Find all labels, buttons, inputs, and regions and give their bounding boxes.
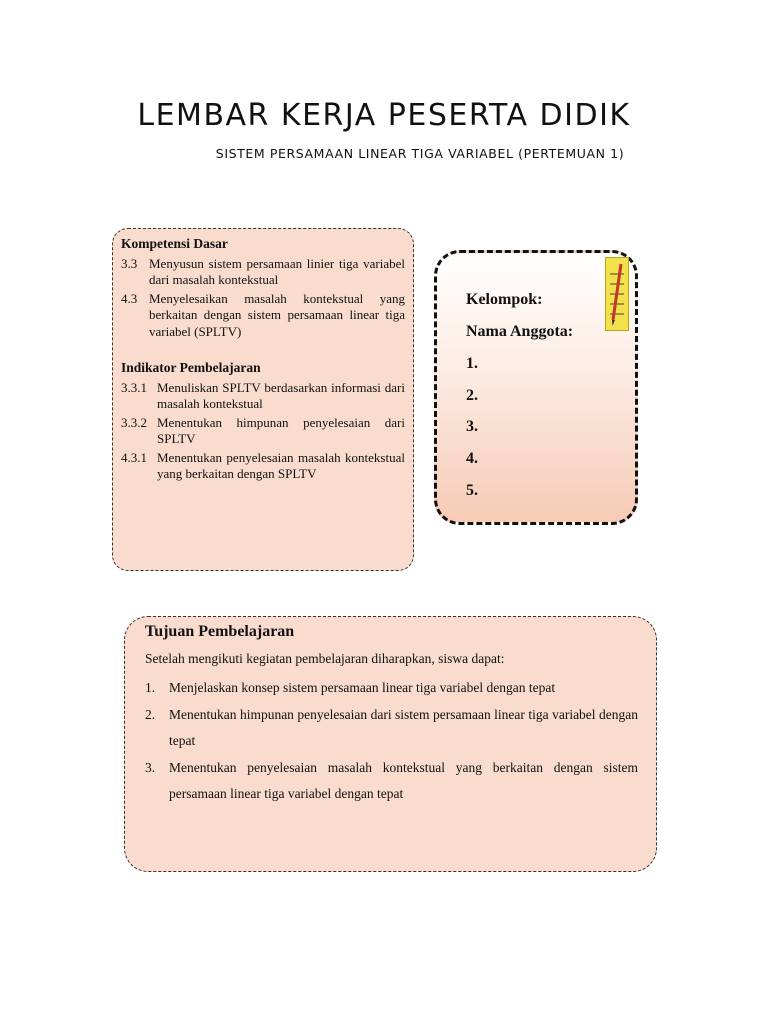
kompetensi-item: [121, 256, 405, 289]
tujuan-box: [124, 616, 657, 872]
member-number: 3.: [466, 418, 478, 435]
item-text: Menentukan himpunan penyelesaian dari SPLTV: [157, 414, 405, 446]
item-text: Menyelesaikan masalah kontekstual yang berkaitan dengan sistem persamaan linear tiga variabel (SPLTV): [149, 290, 405, 339]
item-number: 3.3.1: [121, 379, 147, 395]
member-number: 2.: [466, 387, 478, 404]
indikator-item: [121, 450, 405, 483]
tujuan-heading: Tujuan Pembelajaran: [145, 623, 295, 640]
item-number: 1.: [145, 680, 156, 695]
item-text: Menentukan penyelesaian masalah kontekstual yang berkaitan dengan SPLTV: [157, 449, 405, 481]
indikator-heading: Indikator Pembelajaran: [121, 360, 261, 375]
item-number: 4.3: [121, 290, 138, 306]
item-number: 4.3.1: [121, 449, 147, 465]
item-text: Menentukan himpunan penyelesaian dari sistem persamaan linear tiga variabel dengan tepat: [169, 706, 638, 748]
item-text: Menuliskan SPLTV berdasarkan informasi dari masalah kontekstual: [157, 379, 405, 411]
member-number: 5.: [466, 482, 478, 499]
item-text: Menentukan penyelesaian masalah kontekstual yang berkaitan dengan sistem persamaan linear tiga variabel dengan tepat: [169, 759, 638, 801]
item-number: 3.3.2: [121, 414, 147, 430]
kompetensi-item: [121, 291, 405, 341]
tujuan-item: [145, 702, 638, 755]
anggota-label: Nama Anggota:: [466, 323, 574, 340]
kompetensi-heading: Kompetensi Dasar: [121, 236, 228, 251]
item-text: Menyusun sistem persamaan linier tiga variabel dari masalah kontekstual: [149, 255, 405, 287]
group-box: [434, 250, 638, 525]
tujuan-item: [145, 675, 638, 702]
member-number: 4.: [466, 450, 478, 467]
indikator-item: [121, 415, 405, 448]
tujuan-item: [145, 755, 638, 808]
page-subtitle: SISTEM PERSAMAAN LINEAR TIGA VARIABEL (PERTEMUAN 1): [215, 146, 625, 161]
kelompok-label: Kelompok:: [466, 291, 543, 308]
memo-pencil-icon: [605, 257, 629, 331]
item-number: 2.: [145, 706, 156, 722]
item-number: 3.: [145, 759, 156, 775]
member-number: 1.: [466, 355, 478, 372]
page-title: LEMBAR KERJA PESERTA DIDIK: [137, 98, 631, 133]
tujuan-intro: Setelah mengikuti kegiatan pembelajaran diharapkan, siswa dapat:: [145, 651, 505, 666]
item-text: Menjelaskan konsep sistem persamaan linear tiga variabel dengan tepat: [169, 680, 556, 695]
item-number: 3.3: [121, 255, 138, 271]
indikator-item: [121, 380, 405, 413]
kompetensi-box: [112, 228, 414, 571]
